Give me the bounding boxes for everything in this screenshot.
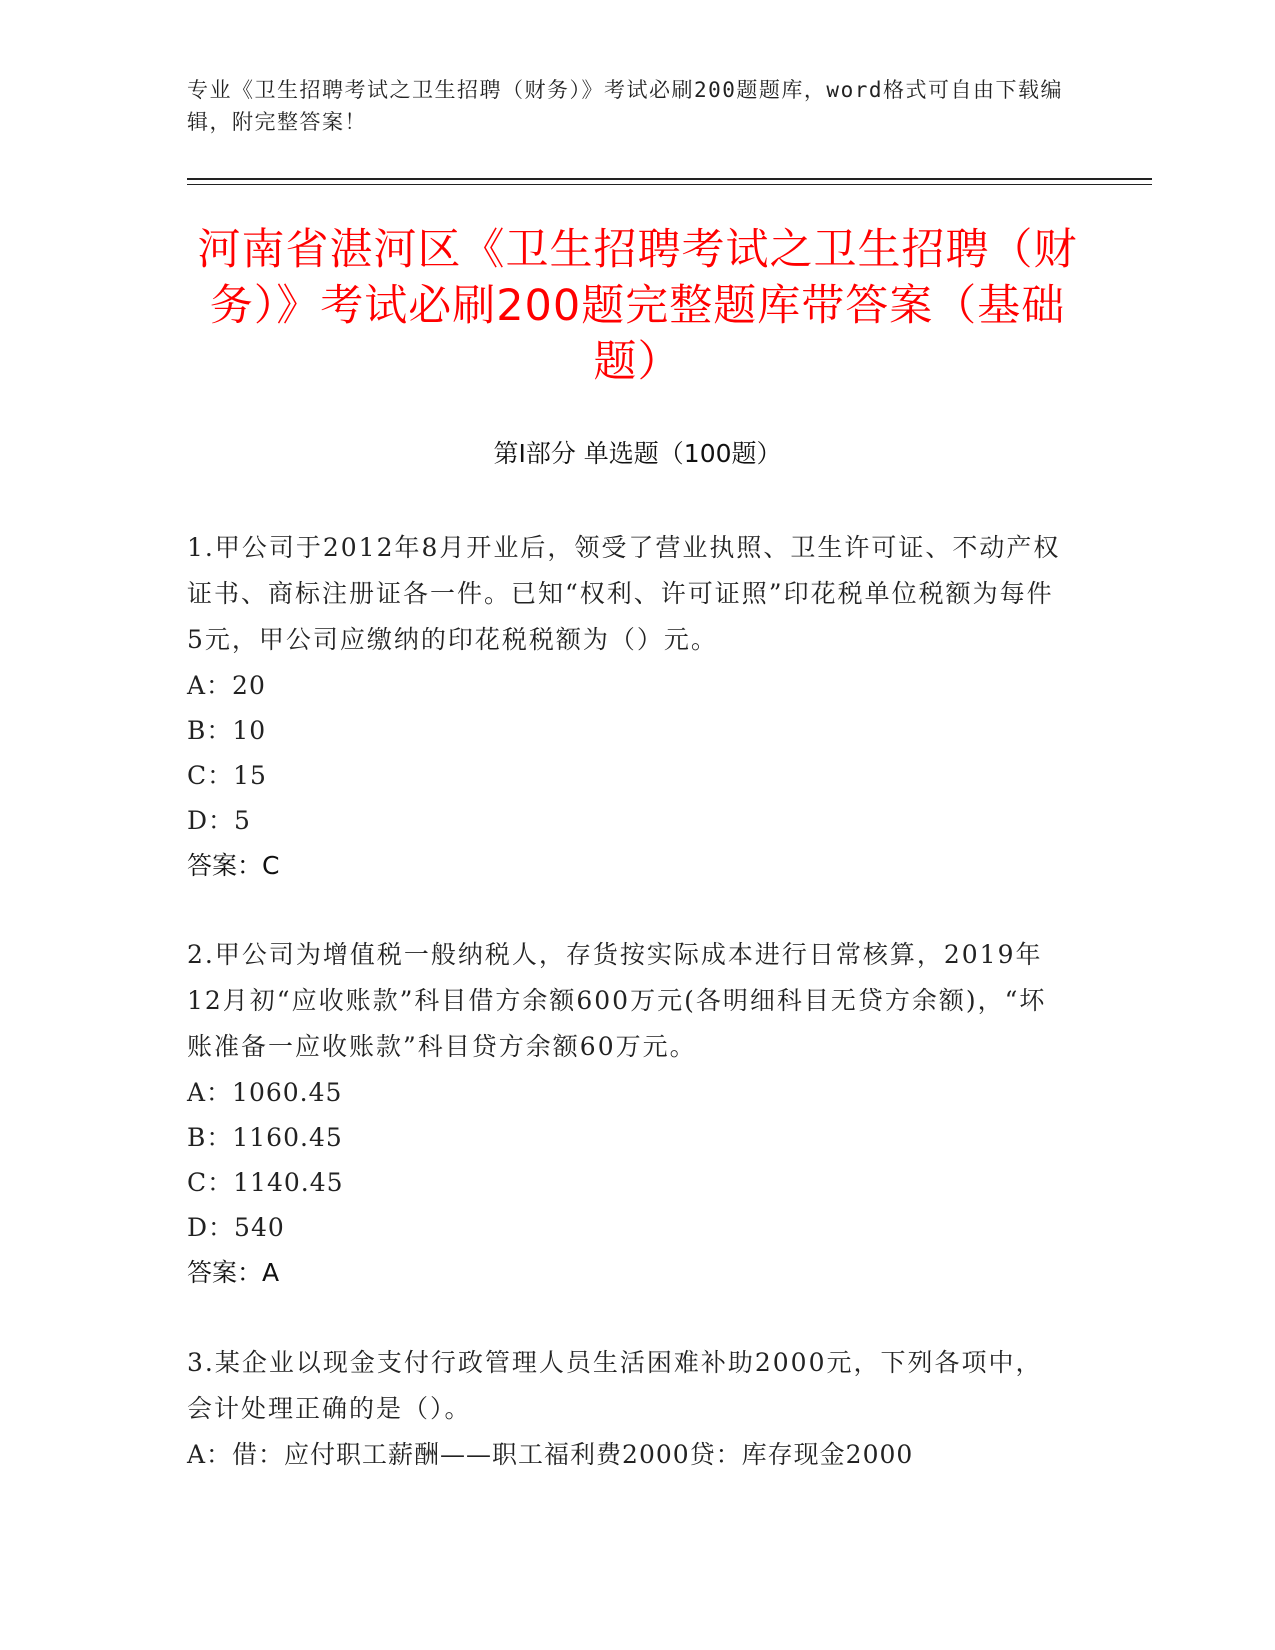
option-b: B：10: [187, 716, 267, 745]
header-divider-thin: [187, 184, 1152, 185]
question-stem: 1.甲公司于2012年8月开业后，领受了营业执照、卫生许可证、不动产权证书、商标注册证各一件。已知“权利、许可证照”印花税单位税额为每件5元，甲公司应缴纳的印花税税额为（）元。: [187, 533, 1061, 654]
question-stem: 2.甲公司为增值税一般纳税人，存货按实际成本进行日常核算，2019年12月初“应收账款”科目借方余额600万元(各明细科目无贷方余额)，“坏账准备一应收账款”科目贷方余额60万元。: [187, 940, 1047, 1061]
option-a: A：1060.45: [187, 1078, 343, 1107]
answer: 答案：C: [187, 851, 280, 880]
question-2: [187, 932, 1067, 1295]
header-note: 专业《卫生招聘考试之卫生招聘（财务）》考试必刷200题题库，word格式可自由下载编辑，附完整答案！: [187, 78, 1063, 134]
question-1: [187, 525, 1067, 888]
header-divider: [187, 178, 1152, 180]
option-d: D：5: [187, 806, 251, 835]
option-a: A：借：应付职工薪酬——职工福利费2000贷：库存现金2000: [187, 1440, 914, 1469]
question-stem: 3.某企业以现金支付行政管理人员生活困难补助2000元，下列各项中，会计处理正确的是（）。: [187, 1348, 1043, 1423]
question-3: [187, 1340, 1067, 1477]
option-b: B：1160.45: [187, 1123, 343, 1152]
option-c: C：1140.45: [187, 1168, 344, 1197]
option-c: C：15: [187, 761, 267, 790]
option-a: A：20: [187, 671, 266, 700]
answer: 答案：A: [187, 1258, 280, 1287]
document-title: 河南省湛河区《卫生招聘考试之卫生招聘（财务）》考试必刷200题完整题库带答案（基础题）: [197, 225, 1078, 387]
section-title: 第I部分 单选题（100题）: [493, 439, 782, 468]
option-d: D：540: [187, 1213, 285, 1242]
